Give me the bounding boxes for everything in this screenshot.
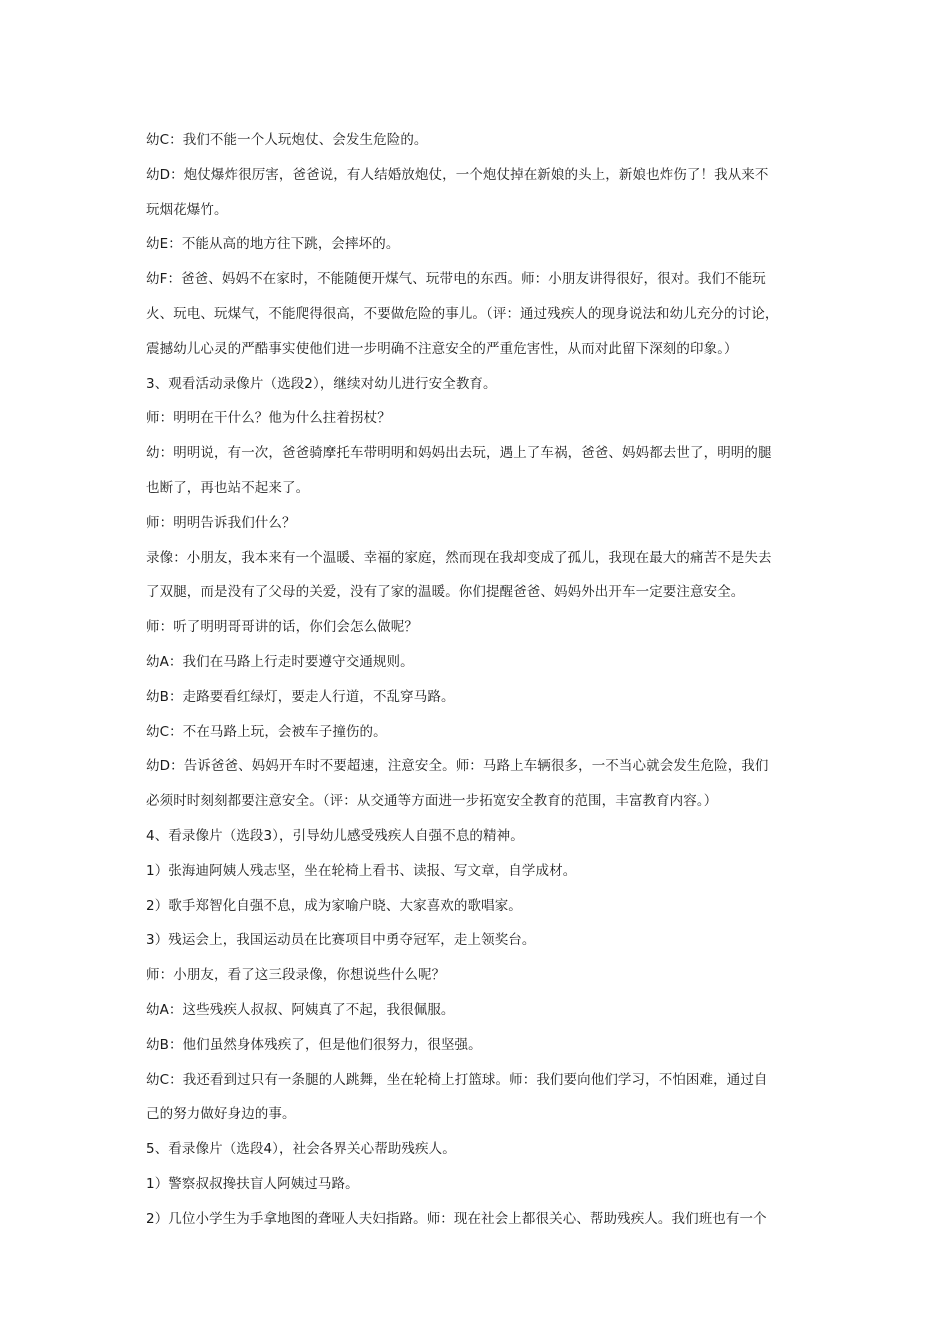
- text-line: 玩烟花爆竹。: [146, 201, 228, 218]
- list-item: 2）几位小学生为手拿地图的聋哑人夫妇指路。师：现在社会上都很关心、帮助残疾人。我们班也有一个: [146, 1210, 767, 1227]
- text-line: 了双腿，而是没有了父母的关爱，没有了家的温暖。你们提醒爸爸、妈妈外出开车一定要注意安全。: [146, 584, 745, 601]
- text-line: 震撼幼儿心灵的严酷事实使他们进一步明确不注意安全的严重危害性，从而对此留下深刻的印象。）: [146, 340, 738, 357]
- list-item: 2）歌手郑智化自强不息，成为家喻户晓、大家喜欢的歌唱家。: [146, 897, 522, 914]
- text-line: 幼E：不能从高的地方往下跳，会摔坏的。: [146, 236, 400, 253]
- section-heading: 3、观看活动录像片（选段2），继续对幼儿进行安全教育。: [146, 375, 497, 392]
- list-item: 3）残运会上，我国运动员在比赛项目中勇夺冠军，走上领奖台。: [146, 932, 536, 949]
- list-item: 1）张海迪阿姨人残志坚，坐在轮椅上看书、读报、写文章，自学成材。: [146, 862, 577, 879]
- text-line: 幼A：我们在马路上行走时要遵守交通规则。: [146, 653, 414, 670]
- text-line: 师：明明告诉我们什么？: [146, 514, 296, 531]
- text-line: 师：小朋友，看了这三段录像，你想说些什么呢？: [146, 967, 446, 984]
- text-line: 幼C：不在马路上玩，会被车子撞伤的。: [146, 723, 387, 740]
- text-line: 火、玩电、玩煤气，不能爬得很高，不要做危险的事儿。（评：通过残疾人的现身说法和幼儿充分的讨论，: [146, 305, 779, 322]
- section-heading: 5、看录像片（选段4），社会各界关心帮助残疾人。: [146, 1141, 456, 1158]
- text-line: 师：听了明明哥哥讲的话，你们会怎么做呢？: [146, 619, 418, 636]
- text-line: 幼B：走路要看红绿灯，要走人行道，不乱穿马路。: [146, 688, 455, 705]
- list-item: 1）警察叔叔搀扶盲人阿姨过马路。: [146, 1175, 359, 1192]
- text-line: 幼A：这些残疾人叔叔、阿姨真了不起，我很佩服。: [146, 1001, 455, 1018]
- text-line: 幼：明明说，有一次，爸爸骑摩托车带明明和妈妈出去玩，遇上了车祸，爸爸、妈妈都去世了，明明的腿: [146, 445, 772, 462]
- text-line: 也断了，再也站不起来了。: [146, 479, 310, 496]
- text-line: 幼D：告诉爸爸、妈妈开车时不要超速，注意安全。师：马路上车辆很多，一不当心就会发生危险，我们: [146, 758, 769, 775]
- document-body: [146, 123, 814, 1237]
- text-line: 录像：小朋友，我本来有一个温暖、幸福的家庭，然而现在我却变成了孤儿，我现在最大的痛苦不是失去: [146, 549, 772, 566]
- text-line: 己的努力做好身边的事。: [146, 1106, 296, 1123]
- text-line: 幼D：炮仗爆炸很厉害，爸爸说，有人结婚放炮仗，一个炮仗掉在新娘的头上，新娘也炸伤了！我从来不: [146, 166, 769, 183]
- text-line: 幼F：爸爸、妈妈不在家时，不能随便开煤气、玩带电的东西。师：小朋友讲得很好，很对。我们不能玩: [146, 271, 766, 288]
- text-line: 必须时时刻刻都要注意安全。（评：从交通等方面进一步拓宽安全教育的范围，丰富教育内容。）: [146, 793, 718, 810]
- text-line: 幼B：他们虽然身体残疾了，但是他们很努力，很坚强。: [146, 1036, 482, 1053]
- text-line: 幼C：我们不能一个人玩炮仗、会发生危险的。: [146, 132, 428, 148]
- text-line: 师：明明在干什么？他为什么拄着拐杖？: [146, 410, 391, 427]
- section-heading: 4、看录像片（选段3），引导幼儿感受残疾人自强不息的精神。: [146, 827, 524, 844]
- text-line: 幼C：我还看到过只有一条腿的人跳舞，坐在轮椅上打篮球。师：我们要向他们学习，不怕困难，通过自: [146, 1071, 768, 1088]
